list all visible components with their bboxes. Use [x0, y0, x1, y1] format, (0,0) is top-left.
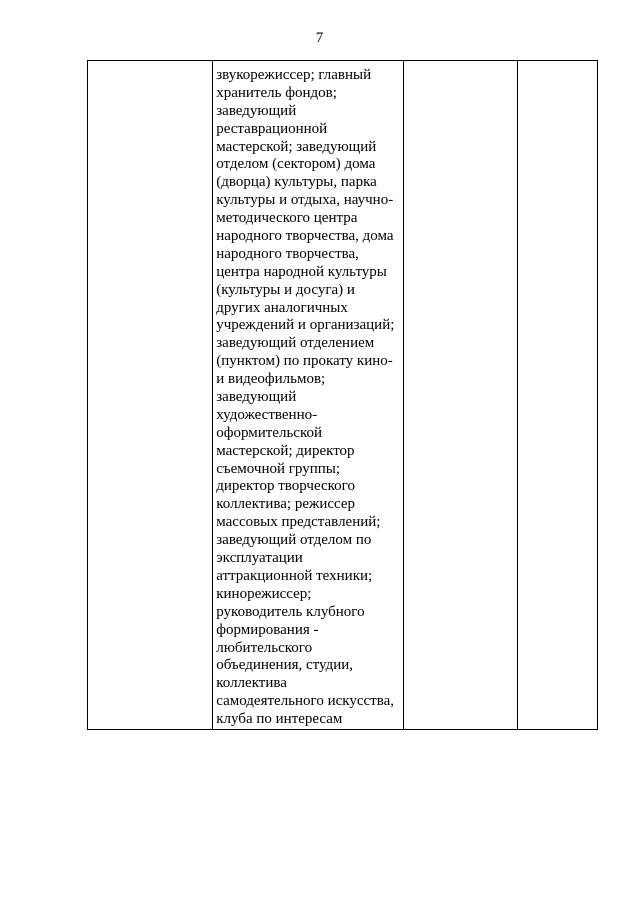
position-line: кинорежиссер;	[216, 585, 312, 602]
position-line: директор творческого	[216, 478, 355, 495]
table-cell-col4	[517, 61, 597, 730]
position-line: коллектива	[216, 675, 287, 692]
position-line: (культуры и досуга) и	[216, 281, 355, 298]
position-line: клуба по интересам	[216, 711, 343, 728]
position-line: любительского	[216, 639, 313, 656]
position-line: заведующий	[216, 389, 297, 406]
position-line: заведующий	[216, 102, 297, 119]
table-cell-col3	[403, 61, 517, 730]
position-line: и видеофильмов;	[216, 371, 326, 388]
position-line: реставрационной	[216, 120, 328, 137]
position-line: отделом (сектором) дома	[216, 156, 376, 173]
position-line: заведующий отделом по	[216, 532, 372, 549]
position-line: заведующий отделением	[216, 335, 375, 352]
position-line: культуры и отдыха, научно-	[216, 192, 394, 209]
table-cell-col1	[88, 61, 213, 730]
position-line: массовых представлений;	[216, 514, 381, 531]
position-line: центра народной культуры	[216, 263, 387, 280]
position-line: руководитель клубного	[216, 603, 365, 620]
position-line: художественно-	[216, 406, 318, 423]
position-line: звукорежиссер; главный	[216, 67, 372, 83]
table-row	[88, 61, 598, 730]
positions-table	[87, 60, 598, 730]
table-cell-positions	[213, 61, 403, 730]
position-line: других аналогичных	[216, 299, 348, 316]
position-line: мастерской; заведующий	[216, 138, 377, 155]
position-line: коллектива; режиссер	[216, 496, 356, 513]
position-line: формирования -	[216, 621, 319, 638]
position-line: хранитель фондов;	[216, 84, 337, 101]
position-line: съемочной группы;	[216, 460, 341, 477]
position-line: самодеятельного искусства,	[216, 693, 395, 710]
positions-list	[213, 61, 402, 729]
position-line: (дворца) культуры, парка	[216, 174, 377, 191]
position-line: мастерской; директор	[216, 442, 355, 459]
position-line: эксплуатации	[216, 550, 303, 567]
page-number: 7	[315, 30, 324, 46]
position-line: объединения, студии,	[216, 657, 354, 674]
position-line: аттракционной техники;	[216, 567, 373, 584]
position-line: народного творчества, дома	[216, 228, 394, 245]
position-line: методического центра	[216, 210, 358, 227]
position-line: оформительской	[216, 424, 322, 441]
position-line: (пунктом) по прокату кино-	[216, 353, 393, 370]
position-line: народного творчества,	[216, 245, 359, 262]
position-line: учреждений и организаций;	[216, 317, 395, 334]
